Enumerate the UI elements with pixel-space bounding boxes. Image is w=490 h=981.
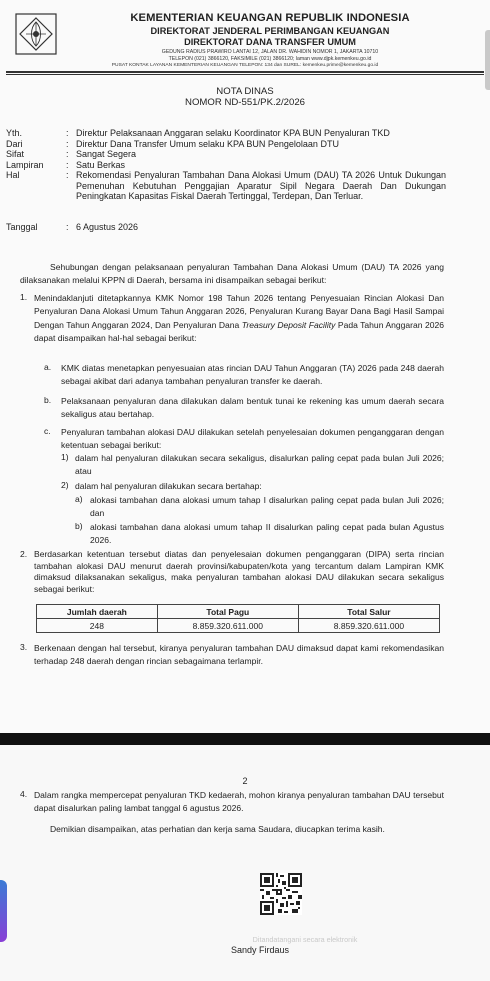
item-letter: a.	[44, 362, 52, 372]
closing-paragraph: Demikian disampaikan, atas perhatian dan kerja sama Saudara, diucapkan terima kasih.	[50, 824, 385, 834]
table-cell: 248	[37, 619, 158, 633]
table-header-cell: Total Salur	[298, 605, 439, 619]
meta-label-nature: Sifat	[6, 149, 25, 159]
electronic-signature-note: Ditandatangani secara elektronik	[252, 935, 358, 944]
paragraph-1-text: Menindaklanjuti ditetapkannya KMK Nomor 198 Tahun 2026 tentang Penyesuaian Rincian Alokasi Dan Penyaluran Dana Alokasi Umum Tahun Anggaran 2026, Penyaluran Kurang Bayar Dana Bagi Hasil Sampai Dengan Tahun Anggaran 2024, Dan Penyaluran Dana	[34, 293, 444, 330]
paragraph-3: Berkenaan dengan hal tersebut, kiranya penyaluran tambahan DAU dimaksud dapat kami rekomendasikan terhadap 248 daerah dengan rincian sebagaimana terlampir.	[34, 643, 444, 666]
memo-number: NOMOR ND-551/PK.2/2026	[185, 97, 305, 108]
item-letter: c.	[44, 426, 51, 436]
table-header-row	[37, 605, 440, 619]
item-letter: b.	[44, 395, 52, 405]
table-header-cell: Jumlah daerah	[37, 605, 158, 619]
paragraph-1c: Penyaluran tambahan alokasi DAU dilakukan setelah penyelesaian dokumen penganggaran dengan ketentuan sebagai berikut:	[61, 427, 444, 450]
subitem-number: 2)	[61, 480, 69, 490]
table-cell: 8.859.320.611.000	[298, 619, 439, 633]
directorate-name: DIREKTORAT DANA TRANSFER UMUM	[184, 37, 356, 47]
subitem-number: 1)	[61, 452, 69, 462]
paragraph-1-emphasis: Treasury Deposit Facility	[241, 319, 336, 330]
table-row	[37, 619, 440, 633]
meta-colon: :	[66, 149, 69, 159]
meta-label-subject: Hal	[6, 170, 20, 180]
meta-label-attachment: Lampiran	[6, 159, 44, 170]
page-number: 2	[242, 776, 248, 786]
meta-value-from: Direktur Dana Transfer Umum selaku KPA BUN Pengelolaan DTU	[76, 138, 339, 149]
paragraph-1c-2b: alokasi tambahan dana alokasi umum tahap II disalurkan paling cepat pada bulan Agustus 2026.	[90, 522, 444, 545]
item-number: 3.	[20, 642, 28, 652]
letterhead-rule-thin	[6, 74, 484, 75]
address-line-2: TELEPON (021) 3866120, FAKSIMILE (021) 3866120; laman www.djpk.kemenkeu.go.id	[168, 56, 372, 62]
item-number: 1.	[20, 292, 28, 302]
qr-code-icon	[260, 873, 302, 915]
paragraph-4: Dalam rangka mempercepat penyaluran TKD kedaerah, mohon kiranya penyaluran tambahan DAU tersebut dapat disalurkan paling lambat tanggal 6 agustus 2026.	[34, 790, 444, 813]
meta-value-attachment: Satu Berkas	[76, 159, 126, 170]
letterhead-rule	[6, 71, 484, 73]
meta-colon: :	[66, 128, 69, 138]
meta-value-date: 6 Agustus 2026	[76, 222, 139, 232]
meta-colon: :	[66, 138, 69, 149]
ministry-emblem-icon	[14, 12, 58, 56]
signer-name: Sandy Firdaus	[230, 945, 290, 955]
paragraph-1c-2: dalam hal penyaluran dilakukan secara bertahap:	[75, 481, 262, 491]
paragraph-1c-2a: alokasi tambahan dana alokasi umum tahap I disalurkan paling cepat pada bulan Juli 2026; dan	[90, 495, 444, 518]
paragraph-1a: KMK diatas menetapkan penyesuaian atas rincian DAU Tahun Anggaran (TA) 2026 pada 248 daerah sebagai akibat dari adanya tambahan penyaluran transfer ke daerah.	[61, 363, 444, 386]
meta-value-subject: Rekomendasi Penyaluran Tambahan Dana Alokasi Umum (DAU) TA 2026 Untuk Dukungan Pemenuhan Kebutuhan Penggajian Aparatur Sipil Negara Daerah Dan Dukungan Peningkatan Kapasitas Fiskal Daerah Tertinggal, Terdepan, Dan Terluar.	[76, 170, 446, 201]
paragraph-1-text-end: Pada Tahun Anggaran 2026 dapat disampaikan hal-hal sebagai berikut:	[34, 319, 445, 343]
ministry-name: KEMENTERIAN KEUANGAN REPUBLIK INDONESIA	[130, 12, 410, 24]
meta-colon: :	[66, 170, 69, 180]
meta-label-date: Tanggal	[6, 222, 38, 232]
distribution-table	[36, 604, 440, 633]
meta-value-nature: Sangat Segera	[76, 149, 137, 159]
subitem-letter: a)	[75, 494, 83, 504]
table-cell: 8.859.320.611.000	[157, 619, 298, 633]
meta-label-from: Dari	[6, 138, 23, 149]
paragraph-1c-1: dalam hal penyaluran dilakukan secara sekaligus, disalurkan paling cepat pada bulan Juli 2026; atau	[75, 453, 444, 476]
table-header-cell: Total Pagu	[157, 605, 298, 619]
paragraph-1	[34, 292, 444, 345]
address-line-3: PUSAT KONTAK LAYANAN KEMENTERIAN KEUANGAN TELEPON: 134 dan SUREL: kemenkeu.prime@kemenkeu.go.id	[111, 63, 379, 68]
item-number: 4.	[20, 789, 28, 799]
paragraph-2: Berdasarkan ketentuan tersebut diatas dan penyelesaian dokumen penganggaran (DIPA) serta rincian tambahan alokasi DAU menurut daerah provinsi/kabupaten/kota yang tercantum dalam Lampiran KMK dimaksud dilaksanakan sekaligus, maka penyaluran tambahan alokasi DAU dilakukan secara sekaligus sebagai berikut:	[34, 549, 444, 594]
meta-value-recipient: Direktur Pelaksanaan Anggaran selaku Koordinator KPA BUN Penyaluran TKD	[76, 128, 390, 138]
item-number: 2.	[20, 549, 28, 559]
paragraph-1b: Pelaksanaan penyaluran dana dilakukan dalam bentuk tunai ke rekening kas umum daerah secara sekaligus atau bertahap.	[61, 396, 444, 419]
address-line-1: GEDUNG RADIUS PRAWIRO LANTAI 12, JALAN DR. WAHIDIN NOMOR 1, JAKARTA 10710	[161, 49, 379, 55]
meta-label-recipient: Yth.	[6, 128, 23, 138]
subitem-letter: b)	[75, 521, 83, 531]
left-edge-overlay	[0, 880, 7, 942]
right-edge-overlay	[485, 30, 490, 90]
memo-title: NOTA DINAS	[216, 86, 274, 97]
intro-paragraph: Sehubungan dengan pelaksanaan penyaluran Tambahan Dana Alokasi Umum (DAU) TA 2026 yang dilaksanakan melalui KPPN di Daerah, bersama ini disampaikan sebagai berikut:	[20, 262, 444, 285]
directorate-general-name: DIREKTORAT JENDERAL PERIMBANGAN KEUANGAN	[150, 26, 390, 36]
meta-colon: :	[66, 222, 69, 232]
page-divider	[0, 733, 490, 745]
meta-colon: :	[66, 159, 69, 170]
